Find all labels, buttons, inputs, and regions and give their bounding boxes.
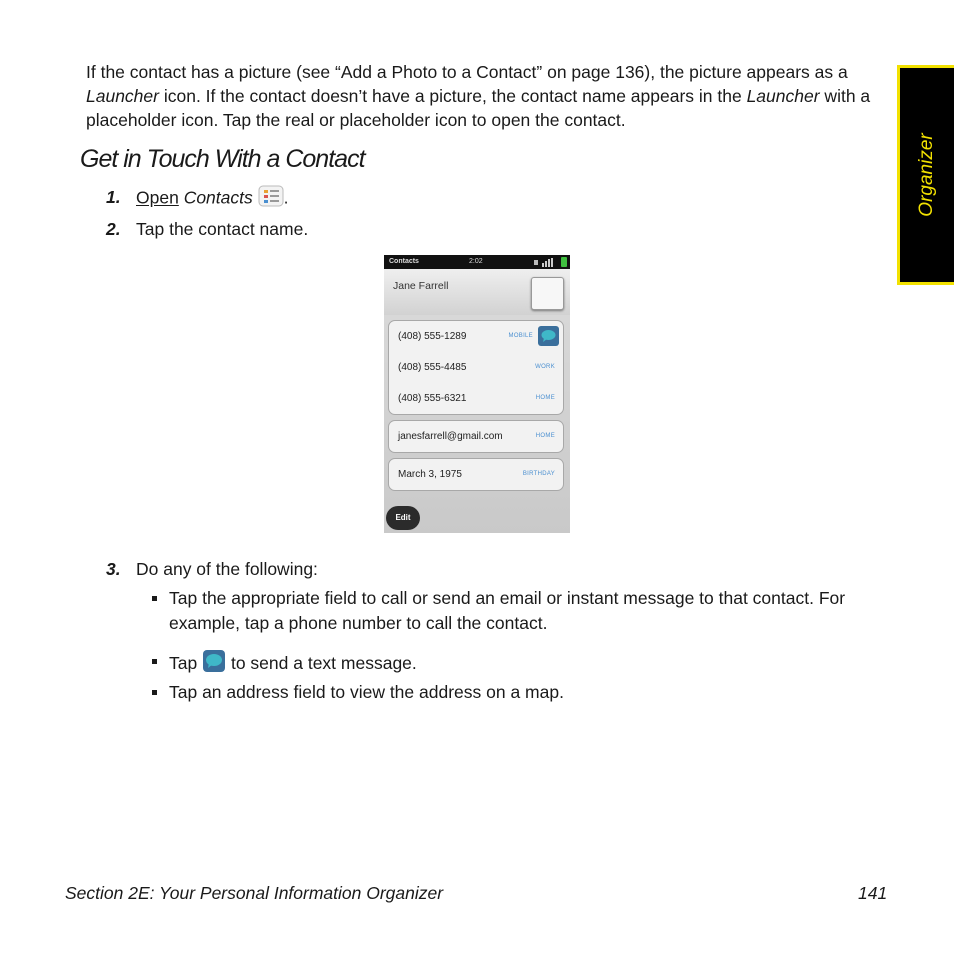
bullet-text: Tap the appropriate field to call or send an email or instant message to that contact. For example, tap a phone number to call the contact. (169, 588, 846, 633)
bullet-text (169, 649, 889, 680)
contact-photo-placeholder[interactable] (531, 277, 564, 310)
birthday-row[interactable] (389, 459, 563, 490)
launcher-term: Launcher (86, 86, 159, 106)
email-group (388, 420, 564, 453)
birthday-group (388, 458, 564, 491)
intro-text-3: with a placeholder icon. Tap the real or placeholder icon to open the contact. (86, 86, 871, 130)
step-3-text: Do any of the following: (136, 559, 318, 579)
bullet-square (152, 659, 157, 664)
contact-header (384, 269, 570, 315)
footer-section-title: Section 2E: Your Personal Information Organizer (65, 883, 444, 903)
phone-screenshot (384, 255, 570, 533)
phone-row-work[interactable] (389, 352, 563, 383)
birthday-label: BIRTHDAY (522, 471, 555, 477)
phone-row-home[interactable] (389, 383, 563, 414)
phone-row-mobile[interactable] (389, 321, 563, 352)
contacts-app-name: Contacts (183, 187, 253, 208)
status-time: 2:02 (469, 258, 483, 265)
phone-label: WORK (535, 364, 555, 370)
step-number: 2. (106, 219, 121, 239)
phone-number: (408) 555-6321 (398, 393, 467, 404)
intro-text-2: icon. If the contact doesn’t have a picture, the contact name appears in the (158, 86, 747, 106)
status-bar (384, 255, 570, 269)
bullet-text: Tap an address field to view the address on a map. (169, 682, 564, 702)
phone-number: (408) 555-1289 (398, 331, 467, 342)
bullet-text-rest: to send a text message. (230, 653, 417, 674)
contact-name: Jane Farrell (393, 280, 449, 292)
step-1-period: . (283, 187, 289, 208)
message-icon (202, 649, 226, 680)
phone-numbers-group (388, 320, 564, 415)
bullet-square (152, 690, 157, 695)
section-tab-label: Organizer (916, 133, 937, 217)
battery-icon (561, 257, 567, 267)
message-icon[interactable] (538, 326, 559, 346)
phone-label: HOME (535, 395, 555, 401)
edit-button[interactable]: Edit (386, 506, 420, 530)
step-1-text (136, 185, 289, 213)
page-number: 141 (858, 883, 888, 903)
intro-text-1: If the contact has a picture (see “Add a Photo to a Contact” on page 136), the picture appears as a (86, 62, 848, 82)
section-tab (897, 65, 954, 285)
email-row[interactable] (389, 421, 563, 452)
phone-label: MOBILE (508, 333, 533, 339)
step-number: 3. (106, 559, 121, 579)
section-heading: Get in Touch With a Contact (80, 145, 365, 173)
email-address: janesfarrell@gmail.com (398, 431, 503, 442)
open-link[interactable]: Open (136, 187, 179, 208)
bullet-square (152, 596, 157, 601)
phone-number: (408) 555-4485 (398, 362, 467, 373)
launcher-term: Launcher (746, 86, 820, 106)
step-number: 1. (106, 187, 121, 207)
step-2-text: Tap the contact name. (136, 219, 309, 239)
status-app-name: Contacts (389, 258, 419, 265)
birthday-value: March 3, 1975 (398, 469, 462, 480)
contacts-app-icon (258, 185, 284, 213)
signal-icon (534, 258, 554, 267)
bullet-text-tap: Tap (169, 653, 198, 674)
intro-paragraph (86, 60, 896, 132)
email-label: HOME (535, 433, 555, 439)
